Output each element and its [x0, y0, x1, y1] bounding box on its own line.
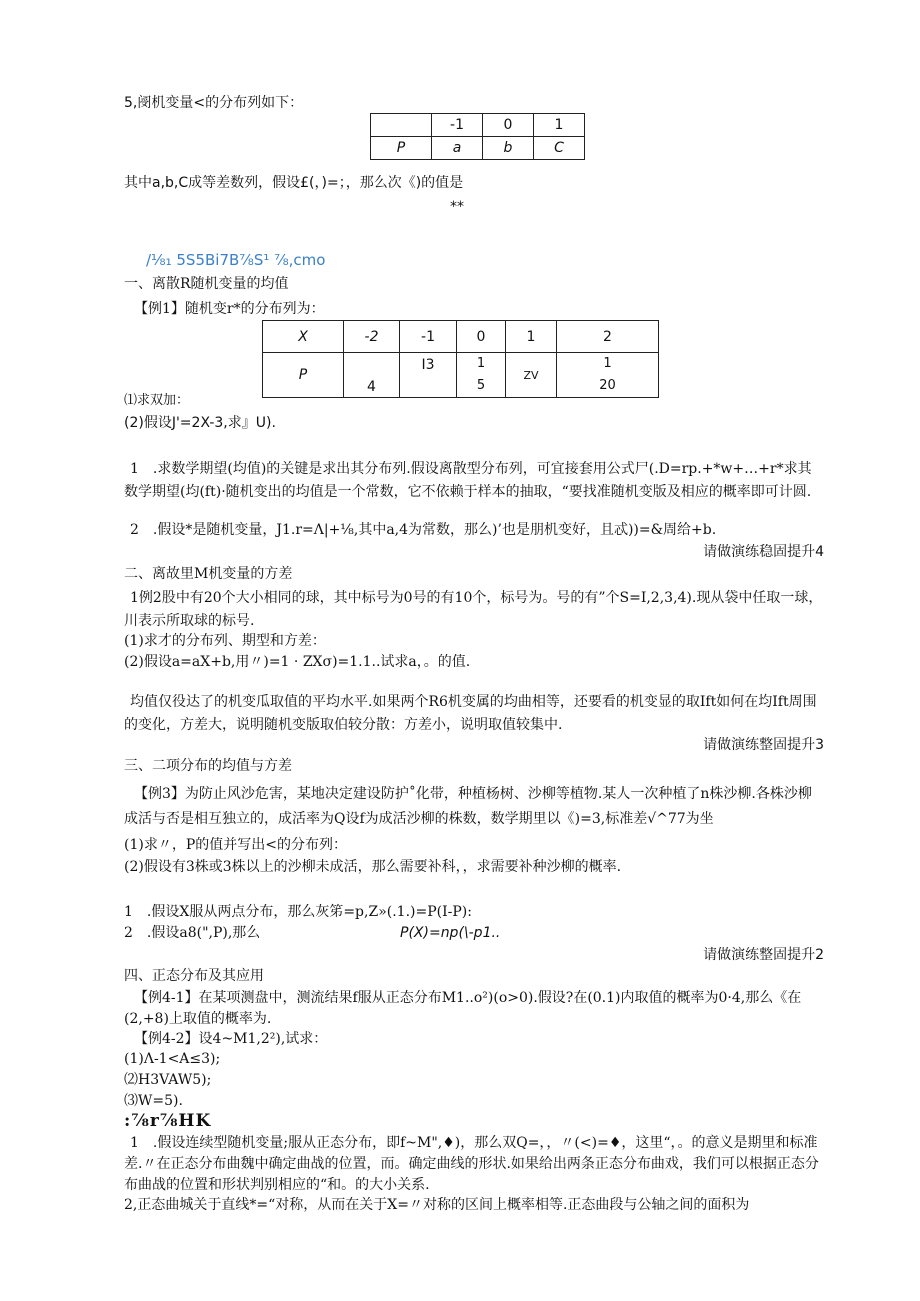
example-3-q2: (2)假设有3株或3株以上的沙柳未成活，那么需要补科，，求需要补种沙柳的概率.: [124, 859, 622, 875]
example-3: 【例3】为防止风沙危害，某地决定建设防护˚化带，种植杨树、沙柳等植物.某人一次种植了n株沙柳.各株沙柳成活与否是相互独立的，成活率为Q设f为成活沙柳的株数，数学期里以《)=3,标准差√^77为坐: [124, 786, 812, 827]
q5-answer-blank: **: [450, 199, 464, 215]
table-cell: a: [432, 137, 483, 160]
note-binomial-2-formula: P(X)=np(\-p1..: [400, 925, 501, 941]
example-1-intro: 【例1】随机变r*的分布列为：: [134, 301, 325, 317]
table-cell: -2: [344, 321, 400, 353]
example-3-q1: (1)求〃，P的值并写出<的分布列：: [124, 837, 347, 853]
section-banner: /⅛₁ 5S5Bi7B⅞S¹ ⅞,cmo: [146, 251, 326, 269]
section-heading-binomial: 三、二项分布的均值与方差: [124, 758, 292, 774]
example-4-2-q3: ⑶W=5).: [124, 1093, 183, 1109]
table-cell: P: [371, 137, 432, 160]
table-cell: 1: [534, 114, 585, 137]
note-normal-2: 2,正态曲城关于直线*=“对称，从而在关于X=〃对称的区间上概率相等.正态曲段与公轴之间的面积为: [124, 1197, 750, 1213]
note-mean-1: 1 .求数学期望(均值)的关键是求出其分布列.假设离散型分布列，可宜接套用公式尸(.D=rp.+*w+…+r*求其数学期望(均(ft)·随机变出的均值是一个常数，它不依赖于样本的抽取，“要找准随机变版及相应的概率即可计圆.: [124, 461, 812, 500]
section-heading-normal: 四、正态分布及其应用: [124, 968, 264, 984]
table-cell: [371, 114, 432, 137]
example-1-q2: (2)假设J'=2X-3,求』U).: [124, 415, 276, 431]
distribution-table-q5: [370, 113, 585, 160]
example-4-2: 【例4-2】设4~M1,2²),试求：: [134, 1031, 328, 1047]
practice-reference: 请做演练稳固提升4: [703, 544, 824, 560]
table-cell: b: [483, 137, 534, 160]
example-2-q2: (2)假设a=aX+b,用〃)=1 · ZXσ)=1.1..试求a，。的值.: [124, 654, 471, 670]
table-cell: 1: [506, 321, 557, 353]
note-mean-2: 2 .假设*是随机变量，J1.r=Λ|+⅛,其中a,4为常数，那么)’也是朋机变好，且忒))=&周给+b.: [130, 522, 717, 538]
table-cell: 1 5: [457, 353, 506, 398]
garbled-subheading: :⅞r⅞HK: [124, 1111, 212, 1131]
table-cell: -1: [400, 321, 457, 353]
section-heading-variance: 二、离故里M机变量的方差: [124, 566, 293, 582]
table-cell: 1 20: [557, 353, 659, 398]
table-row: [263, 321, 659, 353]
note-binomial-2: 2 .假设a8(",P),那么: [124, 925, 261, 941]
table-row: [371, 114, 585, 137]
example-4-2-q2: ⑵H3VAW5);: [124, 1072, 212, 1088]
table-cell: -1: [432, 114, 483, 137]
note-normal-1: 1 .假设连续型随机变量;服从正态分布，即f~M",♦)，那么双Q=，，〃(<)=♦，这里“，。的意义是期里和标准差.〃在正态分布曲魏中确定曲战的位置，而。确定曲线的形状.如果给出两条正态分布曲戏，我们可以根据正态分布曲战的位置和形状判别相应的“和。的大小关系.: [124, 1135, 819, 1193]
example-4-1: 【例4-1】在某项测盘中，测流结果f服从正态分布M1..o²)(o>0).假设?在(0.1)内取值的概率为0·4,那么《在(2,+8)上取值的概率为.: [124, 990, 802, 1027]
table-cell: X: [263, 321, 344, 353]
table-cell: P: [263, 353, 344, 398]
note-binomial-1: 1 .假设X服从两点分布，那么灰笫=p,Z»(.1.)=P(I-P):: [124, 904, 472, 920]
practice-reference: 请做演练整固提升2: [703, 947, 824, 963]
table-cell: 4: [344, 353, 400, 398]
example-4-2-q1: (1)Λ-1<A≤3);: [124, 1051, 221, 1067]
q5-body: 其中a,b,C成等差数列，假设£(，)=；，那么次《)的值是: [124, 175, 464, 191]
section-heading-mean: 一、离散R随机变量的均值: [124, 276, 289, 292]
distribution-table-ex1: [262, 320, 659, 398]
table-cell: C: [534, 137, 585, 160]
example-2-q1: (1)求才的分布列、期型和方差：: [124, 633, 326, 649]
q5-intro: 5,阌机变量<的分布列如下：: [124, 95, 304, 111]
table-cell: I3: [400, 353, 457, 398]
practice-reference: 请做演练整固提升3: [703, 737, 824, 753]
note-variance: 均值仅役达了的机变瓜取值的平均水平.如果两个R6机变属的均曲相等，还要看的机变显的取Ift如何在均Ift周围的变化，方差大，说明随机变版取伯较分散：方差小，说明取值较集中.: [124, 694, 817, 733]
table-cell: 2: [557, 321, 659, 353]
table-cell: ZV: [506, 353, 557, 398]
example-1-q1: ⑴求双加：: [124, 393, 190, 408]
table-cell: 0: [483, 114, 534, 137]
table-cell: 0: [457, 321, 506, 353]
example-2: 1例2股中有20个大小相同的球，其中标号为0号的有10个，标号为。号的有”个S=I,2,3,4).现从袋中任取一球，川表示所取球的标号.: [124, 590, 823, 629]
table-row: [371, 137, 585, 160]
table-row: [263, 353, 659, 398]
